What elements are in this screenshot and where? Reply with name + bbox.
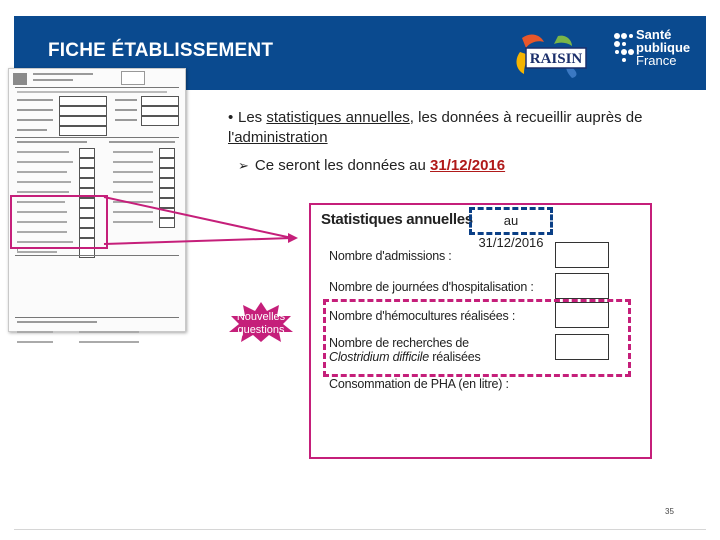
thumbnail-highlight: [10, 195, 108, 249]
bullet-prefix: Les: [238, 109, 267, 126]
question-recherches: [329, 336, 481, 364]
bullet-underlined-1: statistiques annuelles: [266, 109, 410, 126]
question-recherches-italic: Clostridium difficile: [329, 350, 429, 364]
footer-divider: [14, 529, 706, 530]
question-hemocultures: Nombre d'hémocultures réalisées :: [329, 309, 516, 323]
question-admissions: Nombre d'admissions :: [329, 249, 452, 263]
sub-date: 31/12/2016: [430, 157, 506, 174]
statistics-form: [309, 203, 652, 459]
form-title: Statistiques annuelles: [321, 211, 473, 228]
answer-recherches[interactable]: [555, 334, 609, 360]
form-date-label: au 31/12/2016: [469, 207, 553, 235]
bullet-underlined-2: l'administration: [228, 129, 328, 146]
new-questions-label: Nouvelles questions: [236, 311, 286, 336]
answer-admissions[interactable]: [555, 242, 609, 268]
bullet-dot-icon: •: [228, 109, 234, 126]
answer-hemocultures[interactable]: [555, 302, 609, 328]
logo-line-3: France: [636, 53, 677, 68]
main-bullet: [228, 108, 668, 148]
question-pha: Consommation de PHA (en litre) :: [329, 377, 509, 391]
question-journees: Nombre de journées d'hospitalisation :: [329, 280, 534, 294]
sub-bullet: [238, 156, 505, 176]
arrow-bullet-icon: ➢: [238, 158, 249, 173]
bullet-middle: , les données à recueillir auprès de: [409, 109, 643, 126]
sub-text: Ce seront les données au: [254, 157, 431, 174]
raisin-logo-text: RAISIN: [529, 51, 583, 67]
answer-journees[interactable]: [555, 273, 609, 299]
logo-line-1: Santé: [636, 27, 672, 42]
slide-title: FICHE ÉTABLISSEMENT: [48, 40, 274, 61]
new-questions-badge: [229, 302, 293, 342]
logo-line-2: publique: [636, 40, 691, 55]
sante-publique-france-logo: [612, 28, 716, 80]
raisin-logo: [508, 30, 600, 80]
page-number: 35: [665, 507, 674, 516]
question-recherches-suffix: réalisées: [429, 350, 481, 364]
question-recherches-line1: Nombre de recherches de: [329, 336, 469, 350]
